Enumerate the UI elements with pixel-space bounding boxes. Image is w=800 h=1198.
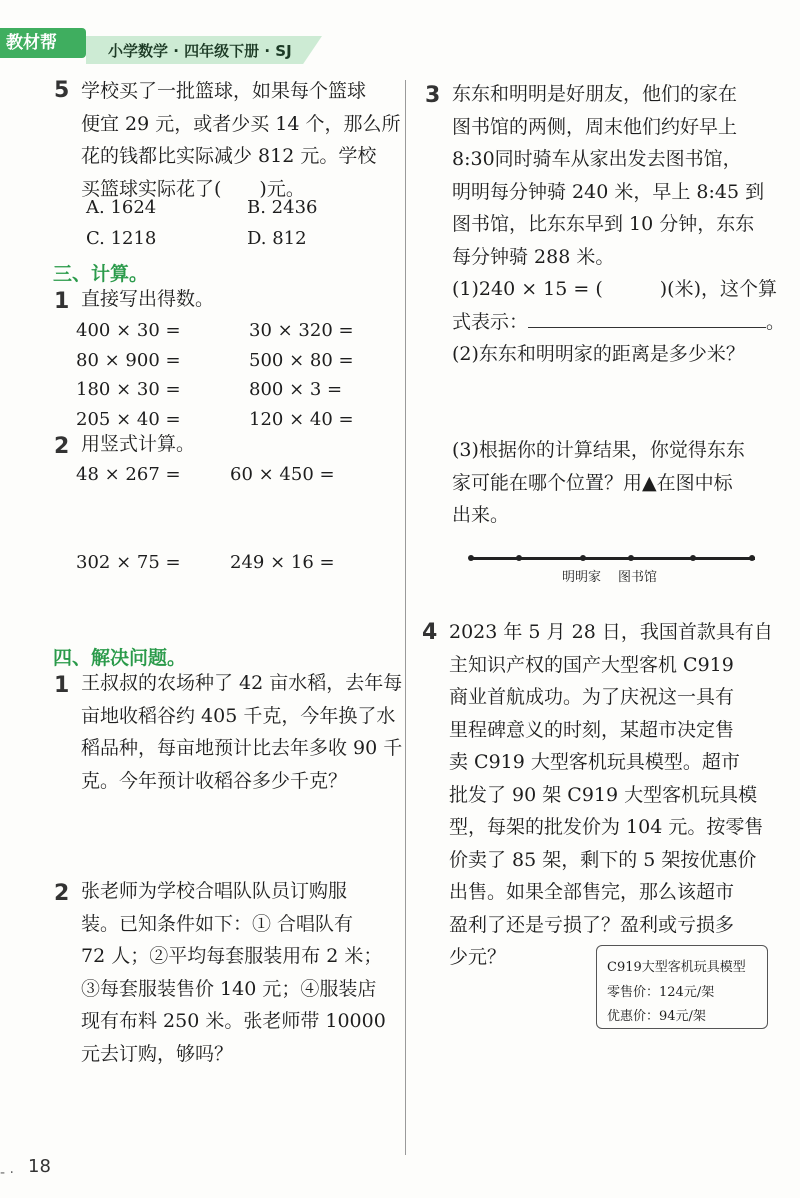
text-line: 东东和明明是好朋友，他们的家在 bbox=[452, 83, 738, 105]
option-d[interactable]: D. 812 bbox=[247, 228, 307, 249]
text-line: 装。已知条件如下：① 合唱队有 bbox=[81, 912, 354, 935]
text-line: 式表示： bbox=[452, 310, 529, 333]
text-line: 里程碑意义的时刻，某超市决定售 bbox=[449, 718, 735, 741]
text-line: 明明每分钟骑 240 米，早上 8:45 到 bbox=[452, 180, 765, 203]
text-line: 学校买了一批篮球，如果每个篮球 bbox=[81, 80, 367, 102]
calc-1-title: 直接写出得数。 bbox=[81, 288, 215, 310]
question-3-text bbox=[452, 78, 785, 371]
expression: 249 × 16 = bbox=[230, 552, 335, 573]
expression: 60 × 450 = bbox=[230, 464, 335, 485]
section-heading-problems: 四、解决问题。 bbox=[53, 647, 187, 669]
text-line: 便宜 29 元，或者少买 14 个，那么所 bbox=[81, 112, 401, 135]
section-heading-calc: 三、计算。 bbox=[53, 263, 149, 285]
question-number: 5 bbox=[54, 78, 70, 103]
problem-1-text bbox=[81, 667, 402, 797]
question-3-part-3 bbox=[452, 434, 745, 532]
question-number: 3 bbox=[425, 83, 441, 108]
text-line: 批发了 90 架 C919 大型客机玩具模 bbox=[449, 783, 758, 806]
discount-price: 优惠价：94元/架 bbox=[607, 1009, 706, 1024]
expression: 180 × 30 = bbox=[76, 379, 181, 400]
calc-1-right-col bbox=[249, 316, 354, 434]
text-line: 亩地收稻谷约 405 千克，今年换了水 bbox=[81, 704, 396, 727]
text-line: ③每套服装售价 140 元；④服装店 bbox=[81, 977, 377, 1000]
number-line-point[interactable] bbox=[468, 555, 474, 561]
expression: 120 × 40 = bbox=[249, 408, 354, 430]
option-a[interactable]: A. 1624 bbox=[86, 197, 157, 218]
column-divider bbox=[405, 80, 406, 1155]
book-title: 小学数学 · 四年级下册 · SJ bbox=[108, 42, 292, 60]
question-number: 4 bbox=[422, 620, 438, 645]
number-line-point[interactable] bbox=[628, 555, 634, 561]
text-line: (2)东东和明明家的距离是多少米？ bbox=[452, 343, 745, 365]
option-b[interactable]: B. 2436 bbox=[247, 197, 318, 218]
text-line: 稻品种，每亩地预计比去年多收 90 千 bbox=[81, 737, 403, 759]
number-line-point[interactable] bbox=[580, 555, 586, 561]
text-line: 家可能在哪个位置？用▲在图中标 bbox=[452, 471, 733, 494]
question-number: 2 bbox=[54, 434, 70, 459]
number-line-point[interactable] bbox=[516, 555, 522, 561]
label-library: 图书馆 bbox=[618, 570, 658, 585]
expression: 205 × 40 = bbox=[76, 408, 181, 430]
calc-1-left-col bbox=[76, 316, 181, 434]
text-line: 买篮球实际花了( )元。 bbox=[81, 177, 305, 200]
text-line: (1)240 × 15 = ( )(米)，这个算 bbox=[452, 278, 778, 300]
text-line: 8:30同时骑车从家出发去图书馆， bbox=[452, 148, 742, 170]
text-line: 商业首航成功。为了庆祝这一具有 bbox=[449, 686, 735, 708]
text-line: 。 bbox=[766, 310, 786, 333]
number-line bbox=[470, 557, 755, 560]
text-line: 72 人；②平均每套服装用布 2 米； bbox=[81, 945, 383, 967]
text-line: 王叔叔的农场种了 42 亩水稻，去年每 bbox=[81, 672, 403, 694]
text-line: 出售。如果全部售完，那么该超市 bbox=[449, 881, 735, 903]
brand-tag: 教材帮 bbox=[0, 28, 86, 58]
question-5-text bbox=[81, 75, 401, 205]
text-line: 克。今年预计收稻谷多少千克？ bbox=[81, 769, 348, 792]
text-line: 出来。 bbox=[452, 504, 510, 526]
text-line: 主知识产权的国产大型客机 C919 bbox=[449, 653, 734, 676]
text-line: 每分钟骑 288 米。 bbox=[452, 245, 615, 268]
fill-in-line bbox=[452, 306, 785, 339]
text-line: 图书馆，比东东早到 10 分钟，东东 bbox=[452, 213, 755, 235]
text-line: 型，每架的批发价为 104 元。按零售 bbox=[449, 816, 764, 838]
price-info-box bbox=[596, 945, 768, 1029]
text-line: 少元？ bbox=[449, 946, 507, 968]
text-line: 盈利了还是亏损了？盈利或亏损多 bbox=[449, 913, 735, 936]
calc-2-title: 用竖式计算。 bbox=[81, 433, 196, 455]
expression: 80 × 900 = bbox=[76, 349, 181, 371]
page-number: 18 bbox=[28, 1156, 51, 1177]
text-line: 卖 C919 大型客机玩具模型。超市 bbox=[449, 751, 740, 773]
text-line: (3)根据你的计算结果，你觉得东东 bbox=[452, 439, 745, 461]
question-4-text bbox=[449, 616, 773, 974]
expression: 30 × 320 = bbox=[249, 320, 354, 341]
expression: 800 × 3 = bbox=[249, 379, 343, 400]
problem-2-text bbox=[81, 875, 386, 1070]
expression: 302 × 75 = bbox=[76, 552, 181, 573]
price-box-title: C919大型客机玩具模型 bbox=[607, 960, 746, 975]
answer-blank[interactable] bbox=[528, 309, 766, 328]
expression: 400 × 30 = bbox=[76, 320, 181, 341]
question-number: 2 bbox=[54, 881, 70, 906]
text-line: 价卖了 85 架，剩下的 5 架按优惠价 bbox=[449, 848, 757, 871]
number-line-point[interactable] bbox=[690, 555, 696, 561]
expression: 48 × 267 = bbox=[76, 464, 181, 485]
expression: 500 × 80 = bbox=[249, 349, 354, 371]
question-number: 1 bbox=[54, 289, 70, 314]
text-line: 花的钱都比实际减少 812 元。学校 bbox=[81, 145, 377, 167]
footer-dash: - · bbox=[0, 1165, 14, 1181]
text-line: 现有布料 250 米。张老师带 10000 bbox=[81, 1010, 386, 1032]
text-line: 张老师为学校合唱队队员订购服 bbox=[81, 880, 348, 902]
text-line: 图书馆的两侧，周末他们约好早上 bbox=[452, 115, 738, 138]
text-line: 2023 年 5 月 28 日，我国首款具有自 bbox=[449, 621, 773, 643]
question-number: 1 bbox=[54, 673, 70, 698]
retail-price: 零售价：124元/架 bbox=[607, 985, 715, 1000]
number-line-point[interactable] bbox=[749, 555, 755, 561]
label-mingming-home: 明明家 bbox=[562, 570, 602, 585]
option-c[interactable]: C. 1218 bbox=[86, 228, 157, 249]
text-line: 元去订购，够吗？ bbox=[81, 1042, 234, 1065]
